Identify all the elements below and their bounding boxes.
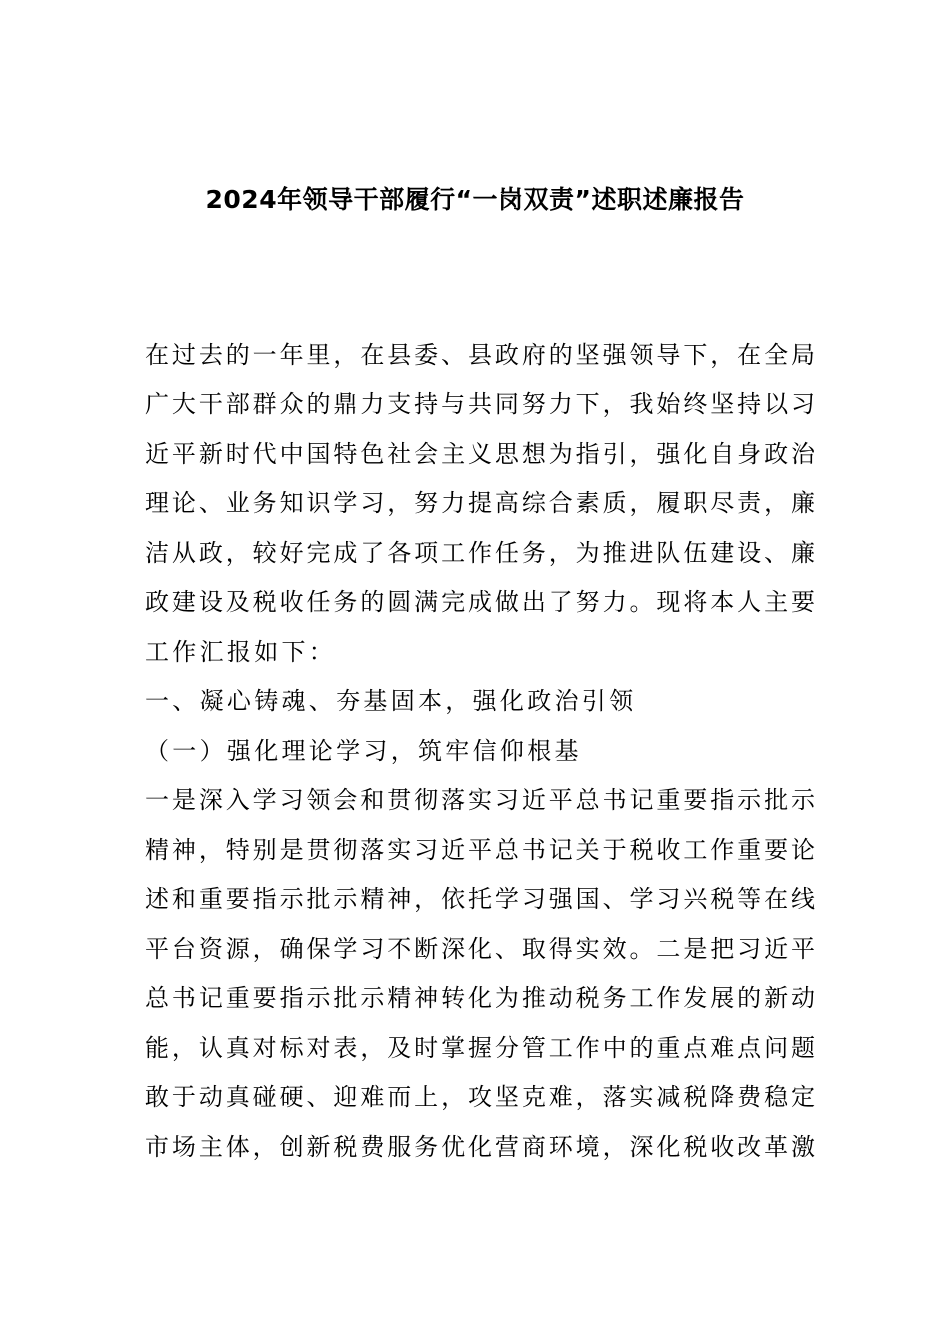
paragraph-line: 在过去的一年里，在县委、县政府的坚强领导下，在全局 xyxy=(145,341,815,369)
paragraph-line: 敢于动真碰硬、迎难而上，攻坚克难，落实减税降费稳定 xyxy=(145,1083,815,1111)
paragraph-line: 市场主体，创新税费服务优化营商环境，深化税收改革激 xyxy=(145,1133,815,1161)
paragraph-line: 政建设及税收任务的圆满完成做出了努力。现将本人主要 xyxy=(145,588,815,616)
document-title: 2024年领导干部履行“一岗双责”述职述廉报告 xyxy=(205,185,745,214)
paragraph-line: 精神，特别是贯彻落实习近平总书记关于税收工作重要论 xyxy=(145,836,815,864)
paragraph-line: 总书记重要指示批示精神转化为推动税务工作发展的新动 xyxy=(145,984,815,1012)
paragraph-line: 述和重要指示批示精神，依托学习强国、学习兴税等在线 xyxy=(145,885,815,913)
paragraph-line: 平台资源，确保学习不断深化、取得实效。二是把习近平 xyxy=(145,935,815,963)
paragraph-line: 洁从政，较好完成了各项工作任务，为推进队伍建设、廉 xyxy=(145,539,815,567)
subsection-heading: （一）强化理论学习，筑牢信仰根基 xyxy=(145,737,582,765)
paragraph-line: 工作汇报如下： xyxy=(145,638,337,666)
paragraph-line: 近平新时代中国特色社会主义思想为指引，强化自身政治 xyxy=(145,440,815,468)
paragraph-line: 一是深入学习领会和贯彻落实习近平总书记重要指示批示 xyxy=(145,786,815,814)
paragraph-line: 能，认真对标对表，及时掌握分管工作中的重点难点问题 xyxy=(145,1034,815,1062)
paragraph-line: 理论、业务知识学习，努力提高综合素质，履职尽责，廉 xyxy=(145,489,815,517)
paragraph-line: 广大干部群众的鼎力支持与共同努力下，我始终坚持以习 xyxy=(145,390,815,418)
section-heading: 一、凝心铸魂、夯基固本，强化政治引领 xyxy=(145,687,637,715)
